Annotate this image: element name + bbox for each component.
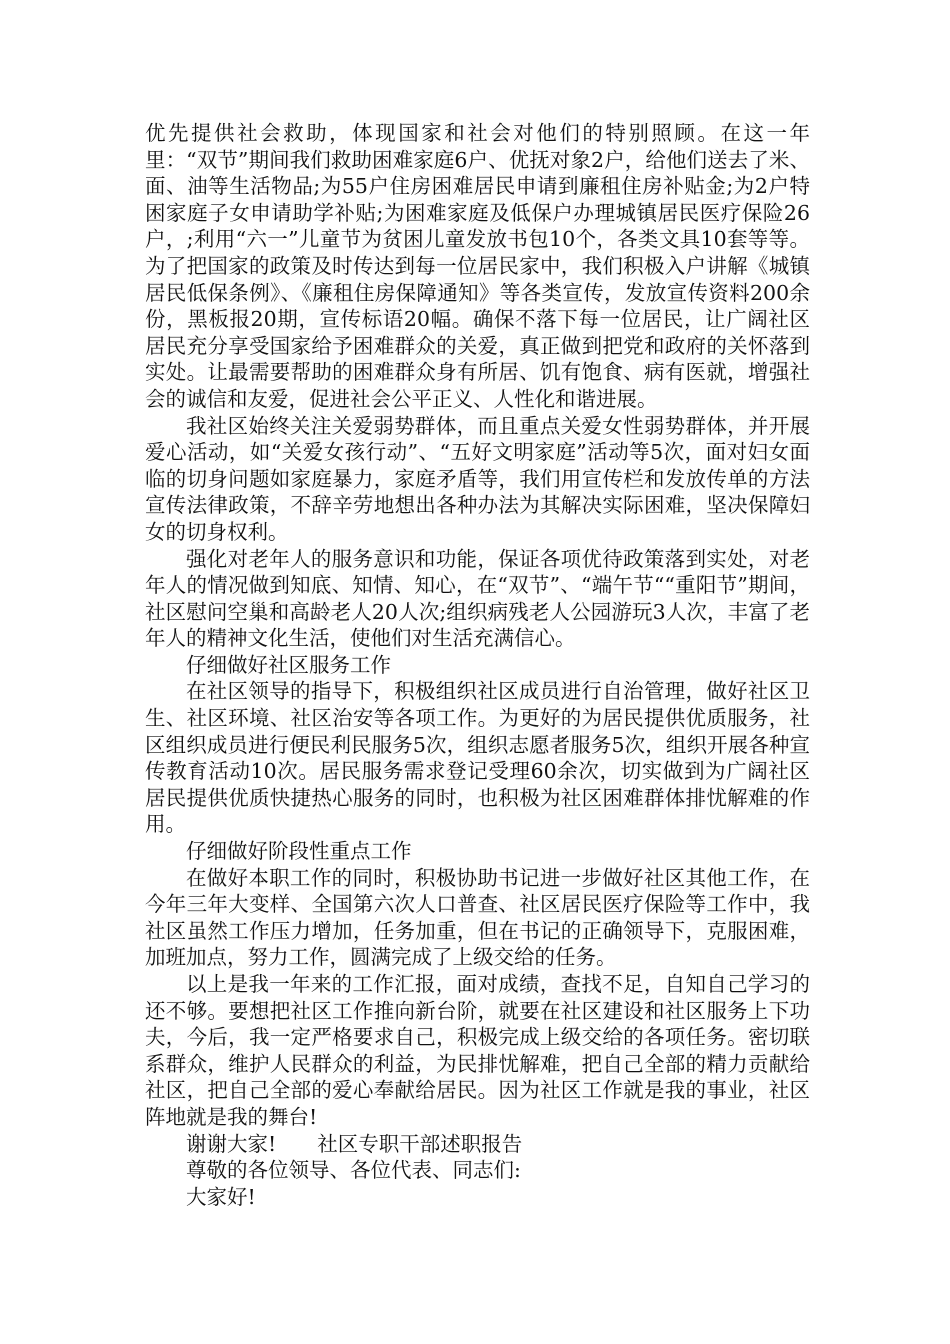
paragraph-conclusion: 以上是我一年来的工作汇报，面对成绩，查找不足，自知自己学习的还不够。要想把社区工作推向新台阶，就要在社区建设和社区服务上下功夫，今后，我一定严格要求自己，积极完成上级交给的各项任务。密切联系群众，维护人民群众的利益，为民排忧解难，把自己全部的精力贡献给社区，把自己全部的爱心奉献给居民。因为社区工作就是我的事业，社区阵地就是我的舞台! (145, 972, 810, 1129)
paragraph-key-work: 在做好本职工作的同时，积极协助书记进一步做好社区其他工作，在今年三年大变样、全国第六次人口普查、社区居民医疗保险等工作中，我社区虽然工作压力增加，任务加重，但在书记的正确领导下，克服困难，加班加点，努力工作，圆满完成了上级交给的任务。 (145, 865, 810, 970)
paragraph-relief-work: 优先提供社会救助，体现国家和社会对他们的特别照顾。在这一年里：“双节”期间我们救助困难家庭6户、优抚对象2户，给他们送去了米、面、油等生活物品;为55户住房困难居民申请到廉租住房补贴金;为2户特困家庭子女申请助学补贴;为困难家庭及低保户办理城镇居民医疗保险26户，;利用“六一”儿童节为贫困儿童发放书包10个，各类文具10套等等。为了把国家的政策及时传达到每一位居民家中，我们积极入户讲解《城镇居民低保条例》、《廉租住房保障通知》等各类宣传，发放宣传资料200余份，黑板报20期，宣传标语20幅。确保不落下每一位居民，让广阔社区居民充分享受国家给予困难群众的关爱，真正做到把党和政府的关怀落到实处。让最需要帮助的困难群众身有所居、饥有饱食、病有医就，增强社会的诚信和友爱，促进社会公平正义、人性化和谐进展。 (145, 121, 810, 411)
section-heading-key-work: 仔细做好阶段性重点工作 (186, 839, 412, 864)
paragraph-thanks-title: 谢谢大家! 社区专职干部述职报告 (186, 1131, 523, 1156)
paragraph-elderly-service: 强化对老年人的服务意识和功能，保证各项优待政策落到实处，对老年人的情况做到知底、知情、知心，在“双节”、“端午节““重阳节”期间，社区慰问空巢和高龄老人20人次;组织病残老人公园游玩3人次，丰富了老年人的精神文化生活，使他们对生活充满信心。 (145, 546, 810, 651)
paragraph-greeting: 大家好! (186, 1184, 256, 1209)
paragraph-women-care: 我社区始终关注关爱弱势群体，而且重点关爱女性弱势群体，并开展爱心活动，如“关爱女孩行动”、“五好文明家庭”活动等5次，面对妇女面临的切身问题如家庭暴力，家庭矛盾等，我们用宣传栏和发放传单的方法宣传法律政策，不辞辛劳地想出各种办法为其解决实际困难，坚决保障妇女的切身权利。 (145, 413, 810, 544)
paragraph-community-service: 在社区领导的指导下，积极组织社区成员进行自治管理，做好社区卫生、社区环境、社区治安等各项工作。为更好的为居民提供优质服务，社区组织成员进行便民利民服务5次，组织志愿者服务5次，组织开展各种宣传教育活动10次。居民服务需求登记受理60余次，切实做到为广阔社区居民提供优质快捷热心服务的同时，也积极为社区困难群体排忧解难的作用。 (145, 679, 810, 837)
paragraph-salutation: 尊敬的各位领导、各位代表、同志们: (186, 1158, 521, 1183)
section-heading-community-service: 仔细做好社区服务工作 (186, 652, 391, 677)
document-body (145, 120, 810, 1210)
